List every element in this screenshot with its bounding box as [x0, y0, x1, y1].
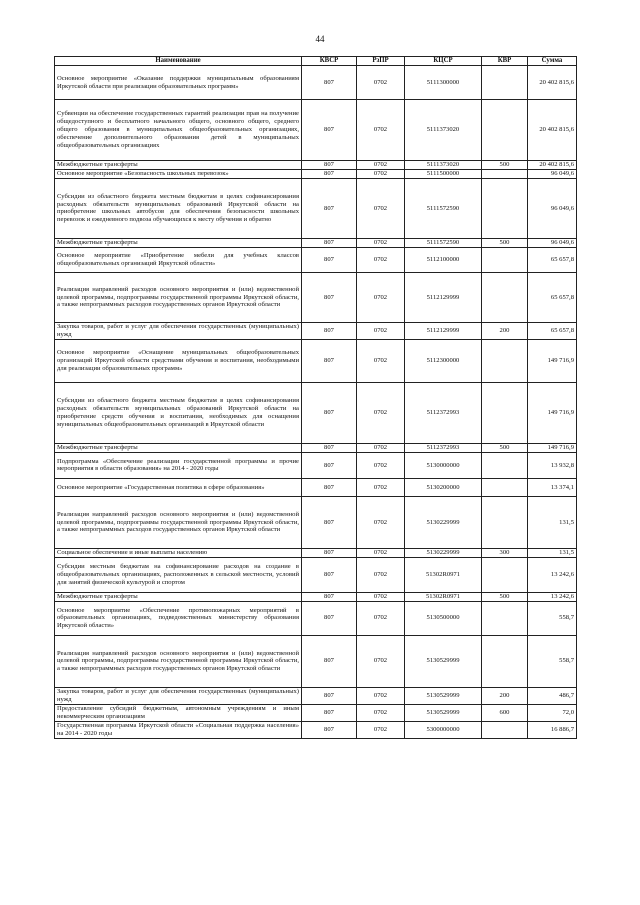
cell-name: Межбюджетные трансферты — [55, 592, 302, 601]
cell-name: Межбюджетные трансферты — [55, 161, 302, 170]
cell-kvsr: 807 — [302, 170, 357, 179]
table-row — [55, 721, 577, 738]
cell-kvr: 600 — [482, 704, 528, 721]
cell-rzpr: 0702 — [357, 247, 405, 272]
cell-kvsr: 807 — [302, 496, 357, 548]
table-row — [55, 548, 577, 557]
cell-kcsr: 5111373020 — [405, 161, 482, 170]
column-header-kvr: КВР — [482, 57, 528, 66]
table-row — [55, 478, 577, 496]
cell-sum: 96 049,6 — [528, 170, 577, 179]
cell-kvr — [482, 635, 528, 687]
cell-name: Закупка товаров, работ и услуг для обеспечения государственных (муниципальных) нужд — [55, 322, 302, 339]
cell-kvr: 200 — [482, 687, 528, 704]
cell-kvr — [482, 478, 528, 496]
table-row — [55, 687, 577, 704]
cell-name: Реализация направлений расходов основного мероприятия и (или) ведомственной целевой программы, подпрограммы государственной программы Иркутской области, а также непрограммных расходов государственных органов Иркутской области — [55, 272, 302, 322]
cell-sum: 149 716,9 — [528, 443, 577, 452]
cell-kvsr: 807 — [302, 272, 357, 322]
cell-kvsr: 807 — [302, 635, 357, 687]
cell-kvsr: 807 — [302, 592, 357, 601]
cell-name: Основное мероприятие «Обеспечение противопожарных мероприятий в образовательных организациях, подведомственных министерству образования Иркутской области» — [55, 601, 302, 635]
page-number: 44 — [315, 34, 325, 44]
cell-kvsr: 807 — [302, 721, 357, 738]
cell-kvr: 300 — [482, 548, 528, 557]
cell-kvr — [482, 452, 528, 478]
cell-sum: 13 374,1 — [528, 478, 577, 496]
table-row — [55, 161, 577, 170]
cell-name: Основное мероприятие «Безопасность школьных перевозок» — [55, 170, 302, 179]
column-header-sum: Сумма — [528, 57, 577, 66]
cell-rzpr: 0702 — [357, 382, 405, 443]
cell-sum: 20 402 815,6 — [528, 100, 577, 161]
cell-kcsr: 5130500000 — [405, 601, 482, 635]
cell-kvsr: 807 — [302, 452, 357, 478]
cell-kvr — [482, 247, 528, 272]
cell-rzpr: 0702 — [357, 704, 405, 721]
cell-rzpr: 0702 — [357, 272, 405, 322]
cell-sum: 558,7 — [528, 601, 577, 635]
cell-name: Реализация направлений расходов основного мероприятия и (или) ведомственной целевой программы, подпрограммы государственной программы Иркутской области, а также непрограммных расходов государственных органов Иркутской области — [55, 635, 302, 687]
cell-kvr — [482, 721, 528, 738]
cell-name: Субсидии местным бюджетам на софинансирование расходов на создание в общеобразовательных организациях, расположенных в сельской местности, условий для занятий физической культурой и спортом — [55, 557, 302, 592]
cell-rzpr: 0702 — [357, 322, 405, 339]
cell-name: Основное мероприятие «Приобретение мебели для учебных классов общеобразовательных организаций Иркутской области» — [55, 247, 302, 272]
cell-sum: 72,0 — [528, 704, 577, 721]
cell-kvr — [482, 100, 528, 161]
cell-rzpr: 0702 — [357, 452, 405, 478]
cell-kvr: 200 — [482, 322, 528, 339]
table-row — [55, 704, 577, 721]
cell-kcsr: 5111300000 — [405, 66, 482, 100]
table-row — [55, 322, 577, 339]
cell-rzpr: 0702 — [357, 496, 405, 548]
cell-kvr — [482, 66, 528, 100]
table-row — [55, 592, 577, 601]
cell-name: Субсидии из областного бюджета местным бюджетам в целях софинансирования расходных обязательств муниципальных образований Иркутской области на приобретение средств обучения и воспитания, необходимых для оснащения муниципальных общеобразовательных организаций в Иркутской области — [55, 382, 302, 443]
cell-name: Основное мероприятие «Оснащение муниципальных общеобразовательных организаций Иркутской области средствами обучения и воспитания, необходимыми для реализации образовательных программ» — [55, 339, 302, 382]
cell-kvsr: 807 — [302, 66, 357, 100]
cell-kcsr: 5130529999 — [405, 687, 482, 704]
table-row — [55, 601, 577, 635]
table-row — [55, 272, 577, 322]
cell-sum: 20 402 815,6 — [528, 66, 577, 100]
cell-rzpr: 0702 — [357, 178, 405, 238]
cell-kvr: 500 — [482, 161, 528, 170]
column-header-name: Наименование — [55, 57, 302, 66]
table-row — [55, 635, 577, 687]
cell-kcsr: 5112129999 — [405, 272, 482, 322]
budget-table — [54, 56, 577, 739]
cell-kvr — [482, 557, 528, 592]
cell-rzpr: 0702 — [357, 66, 405, 100]
cell-kvsr: 807 — [302, 178, 357, 238]
cell-kcsr: 5111500000 — [405, 170, 482, 179]
cell-kvr: 500 — [482, 443, 528, 452]
cell-kvr — [482, 382, 528, 443]
cell-sum: 65 657,8 — [528, 247, 577, 272]
cell-kvr — [482, 170, 528, 179]
table-row — [55, 178, 577, 238]
cell-name: Государственная программа Иркутской области «Социальная поддержка населения» на 2014 - 2020 годы — [55, 721, 302, 738]
cell-name: Подпрограмма «Обеспечение реализации государственной программы и прочие мероприятия в области образования» на 2014 - 2020 годы — [55, 452, 302, 478]
cell-sum: 65 657,8 — [528, 272, 577, 322]
cell-name: Основное мероприятие «Оказание поддержки муниципальным образованиям Иркутской области при реализации образовательных программ» — [55, 66, 302, 100]
cell-kvr: 500 — [482, 592, 528, 601]
cell-kvsr: 807 — [302, 443, 357, 452]
cell-kvsr: 807 — [302, 382, 357, 443]
cell-kcsr: 5130000000 — [405, 452, 482, 478]
cell-kvr — [482, 339, 528, 382]
cell-kvsr: 807 — [302, 247, 357, 272]
cell-kvr: 500 — [482, 238, 528, 247]
cell-kcsr: 5111373020 — [405, 100, 482, 161]
cell-kcsr: 5130229999 — [405, 496, 482, 548]
cell-kcsr: 5130529999 — [405, 704, 482, 721]
cell-sum: 149 716,9 — [528, 382, 577, 443]
cell-kcsr: 5112372993 — [405, 443, 482, 452]
cell-kcsr: 5112100000 — [405, 247, 482, 272]
cell-rzpr: 0702 — [357, 592, 405, 601]
table-row — [55, 452, 577, 478]
cell-rzpr: 0702 — [357, 635, 405, 687]
table-row — [55, 443, 577, 452]
cell-sum: 96 049,6 — [528, 178, 577, 238]
cell-sum: 13 242,6 — [528, 557, 577, 592]
cell-name: Реализация направлений расходов основного мероприятия и (или) ведомственной целевой программы, подпрограммы государственной программы Иркутской области, а также непрограммных расходов государственных органов Иркутской области — [55, 496, 302, 548]
table-body — [55, 66, 577, 739]
table-row — [55, 238, 577, 247]
cell-sum: 13 932,8 — [528, 452, 577, 478]
column-header-rzpr: РзПР — [357, 57, 405, 66]
cell-rzpr: 0702 — [357, 100, 405, 161]
cell-name: Закупка товаров, работ и услуг для обеспечения государственных (муниципальных) нужд — [55, 687, 302, 704]
cell-sum: 558,7 — [528, 635, 577, 687]
table-row — [55, 170, 577, 179]
table-row — [55, 339, 577, 382]
cell-kcsr: 51302R0971 — [405, 557, 482, 592]
cell-kcsr: 5112129999 — [405, 322, 482, 339]
cell-rzpr: 0702 — [357, 161, 405, 170]
cell-kvr — [482, 496, 528, 548]
cell-kvsr: 807 — [302, 478, 357, 496]
cell-rzpr: 0702 — [357, 557, 405, 592]
cell-sum: 16 886,7 — [528, 721, 577, 738]
table-row — [55, 66, 577, 100]
cell-kvsr: 807 — [302, 238, 357, 247]
cell-kvsr: 807 — [302, 161, 357, 170]
table-row — [55, 496, 577, 548]
cell-kcsr: 5130200000 — [405, 478, 482, 496]
cell-kcsr: 5112372993 — [405, 382, 482, 443]
cell-kvr — [482, 272, 528, 322]
cell-sum: 149 716,9 — [528, 339, 577, 382]
cell-rzpr: 0702 — [357, 687, 405, 704]
cell-kcsr: 5111572590 — [405, 238, 482, 247]
cell-kvsr: 807 — [302, 687, 357, 704]
cell-kvsr: 807 — [302, 339, 357, 382]
cell-sum: 131,5 — [528, 548, 577, 557]
cell-rzpr: 0702 — [357, 238, 405, 247]
cell-kcsr: 51302R0971 — [405, 592, 482, 601]
table-header-row — [55, 57, 577, 66]
cell-name: Субвенции на обеспечение государственных гарантий реализации прав на получение общедоступного и бесплатного начального общего, основного общего, среднего общего образования в муниципальных общеобразовательных организациях, обеспечение дополнительного образования детей в муниципальных общеобразовательных организациях — [55, 100, 302, 161]
cell-sum: 65 657,8 — [528, 322, 577, 339]
cell-sum: 20 402 815,6 — [528, 161, 577, 170]
cell-rzpr: 0702 — [357, 443, 405, 452]
cell-name: Основное мероприятие «Государственная политика в сфере образования» — [55, 478, 302, 496]
cell-name: Межбюджетные трансферты — [55, 443, 302, 452]
cell-kcsr: 5111572590 — [405, 178, 482, 238]
cell-rzpr: 0702 — [357, 721, 405, 738]
cell-kcsr: 5112300000 — [405, 339, 482, 382]
cell-rzpr: 0702 — [357, 478, 405, 496]
table-row — [55, 247, 577, 272]
cell-kcsr: 5130229999 — [405, 548, 482, 557]
column-header-kvsr: КВСР — [302, 57, 357, 66]
cell-rzpr: 0702 — [357, 170, 405, 179]
cell-kvsr: 807 — [302, 548, 357, 557]
cell-sum: 486,7 — [528, 687, 577, 704]
cell-sum: 131,5 — [528, 496, 577, 548]
table-row — [55, 100, 577, 161]
cell-kvsr: 807 — [302, 704, 357, 721]
cell-kcsr: 5300000000 — [405, 721, 482, 738]
cell-rzpr: 0702 — [357, 339, 405, 382]
cell-kvsr: 807 — [302, 322, 357, 339]
column-header-kcsr: КЦСР — [405, 57, 482, 66]
cell-kvr — [482, 178, 528, 238]
cell-rzpr: 0702 — [357, 601, 405, 635]
cell-sum: 13 242,6 — [528, 592, 577, 601]
cell-sum: 96 049,6 — [528, 238, 577, 247]
cell-name: Субсидии из областного бюджета местным бюджетам в целях софинансирования расходных обязательств муниципальных образований Иркутской области на приобретение школьных автобусов для обеспечения безопасности школьных перевозок и ежедневного подвоза обучающихся к месту обучения и обратно — [55, 178, 302, 238]
cell-kvsr: 807 — [302, 557, 357, 592]
table-row — [55, 557, 577, 592]
cell-kvr — [482, 601, 528, 635]
cell-kvsr: 807 — [302, 601, 357, 635]
cell-kvsr: 807 — [302, 100, 357, 161]
cell-name: Социальное обеспечение и иные выплаты населению — [55, 548, 302, 557]
cell-kcsr: 5130529999 — [405, 635, 482, 687]
cell-rzpr: 0702 — [357, 548, 405, 557]
cell-name: Предоставление субсидий бюджетным, автономным учреждениям и иным некоммерческим организациям — [55, 704, 302, 721]
cell-name: Межбюджетные трансферты — [55, 238, 302, 247]
table-row — [55, 382, 577, 443]
